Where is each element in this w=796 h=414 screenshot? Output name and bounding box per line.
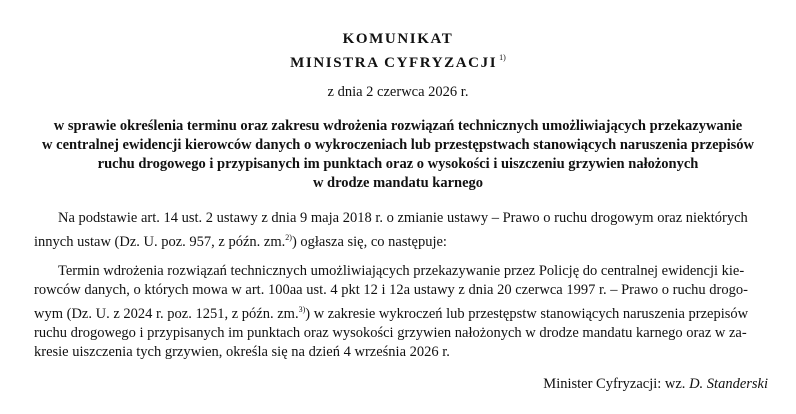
legal-basis-paragraph	[34, 209, 774, 252]
document-subject	[0, 117, 796, 193]
signature	[543, 376, 768, 393]
document-title: KOMUNIKAT	[342, 31, 454, 47]
paragraph-text: ) w zakresie wykroczeń lub przestępstw stanowiących naruszenia przepisów	[305, 306, 749, 322]
paragraph-line	[34, 228, 774, 252]
paragraph-line: ruchu drogowego i przypisanych im punktach oraz wysokości grzywien nałożonych w drodze mandatu karnego oraz w za-	[34, 325, 747, 341]
paragraph-line: kresie uiszczenia tych grzywien, określa się na dzień 4 września 2026 r.	[34, 344, 450, 360]
issuer-title	[0, 53, 796, 72]
paragraph-line: Na podstawie art. 14 ust. 2 ustawy z dnia 9 maja 2018 r. o zmianie ustawy – Prawo o ruchu drogowym oraz niektórych	[58, 210, 748, 226]
signature-prefix: Minister Cyfryzacji: wz.	[543, 376, 686, 392]
paragraph-text: wym (Dz. U. z 2024 r. poz. 1251, z późn. zm.	[34, 306, 299, 322]
paragraph-line: Termin wdrożenia rozwiązań technicznych umożliwiających przekazywanie przez Policję do centralnej ewidencji kie-	[58, 263, 745, 279]
document-date: z dnia 2 czerwca 2026 r.	[327, 84, 469, 100]
paragraph-line	[34, 300, 774, 324]
paragraph-text: innych ustaw (Dz. U. poz. 957, z późn. zm.	[34, 234, 286, 250]
main-provision-paragraph	[34, 262, 774, 362]
subject-line: w sprawie określenia terminu oraz zakresu wdrożenia rozwiązań technicznych umożliwiających przekazywanie	[53, 118, 743, 134]
subject-line: ruchu drogowego i przypisanych im punktach oraz o wysokości i uiszczeniu grzywien nałożonych	[97, 156, 699, 172]
paragraph-line: rowców danych, o których mowa w art. 100aa ust. 4 pkt 12 i 12a ustawy z dnia 20 czerwca 1997 r. – Prawo o ruchu drogo-	[34, 282, 748, 298]
footnote-ref-2: 2)	[285, 233, 292, 242]
footnote-ref-1: 1)	[499, 53, 506, 62]
subject-line: w drodze mandatu karnego	[312, 175, 484, 191]
signatory-name: D. Standerski	[689, 376, 768, 392]
subject-line: w centralnej ewidencji kierowców danych o wykroczeniach lub przestępstwach stanowiących naruszenia przepisów	[42, 137, 754, 153]
footnote-ref-3: 3)	[298, 305, 306, 314]
issuer-name: MINISTRA CYFRYZACJI	[290, 55, 498, 71]
paragraph-text: ) ogłasza się, co następuje:	[291, 234, 447, 250]
